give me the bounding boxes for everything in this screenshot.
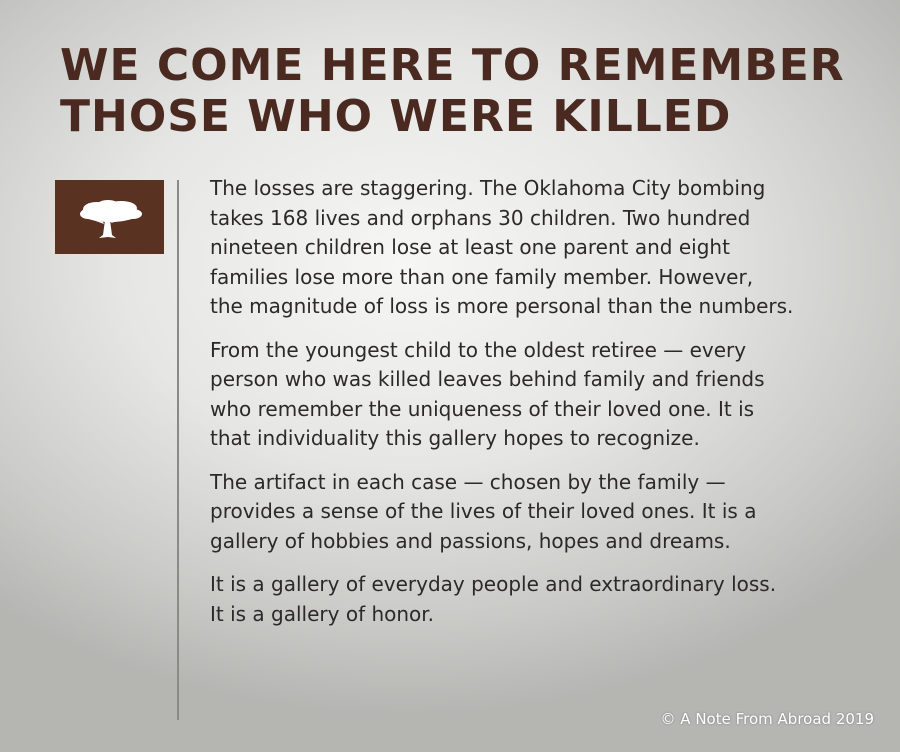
- survivor-tree-icon: [55, 180, 164, 254]
- text-line: who remember the uniqueness of their loved one. It is: [210, 396, 755, 421]
- text-line: that individuality this gallery hopes to recognize.: [210, 426, 700, 450]
- text-line: takes 168 lives and orphans 30 children. Two hundred: [210, 205, 751, 230]
- headline-line: THOSE WHO WERE KILLED: [60, 91, 732, 142]
- text-line: person who was killed leaves behind family and friends: [210, 367, 765, 391]
- survivor-tree-logo: [55, 180, 164, 254]
- headline: [60, 40, 845, 142]
- paragraph-artifacts: [210, 468, 870, 557]
- text-line: nineteen children lose at least one parent and eight: [210, 235, 730, 259]
- paragraph-individuality: [210, 336, 870, 454]
- vertical-divider: [177, 180, 179, 720]
- text-line: the magnitude of loss is more personal than the numbers.: [210, 294, 794, 318]
- copyright-watermark: © A Note From Abroad 2019: [660, 710, 874, 728]
- paragraph-honor: [210, 570, 870, 629]
- paragraph-losses: [210, 174, 870, 322]
- text-line: It is a gallery of honor.: [210, 601, 435, 626]
- text-line: From the youngest child to the oldest retiree — every: [210, 337, 747, 362]
- body-text: [210, 174, 870, 643]
- text-line: It is a gallery of everyday people and extraordinary loss.: [210, 572, 777, 596]
- text-line: The artifact in each case — chosen by the family —: [210, 469, 726, 494]
- headline-line: WE COME HERE TO REMEMBER: [60, 40, 845, 91]
- text-line: gallery of hobbies and passions, hopes and dreams.: [210, 528, 731, 553]
- text-line: provides a sense of the lives of their loved ones. It is a: [210, 499, 757, 523]
- text-line: families lose more than one family member. However,: [210, 264, 754, 289]
- text-line: The losses are staggering. The Oklahoma City bombing: [210, 176, 766, 200]
